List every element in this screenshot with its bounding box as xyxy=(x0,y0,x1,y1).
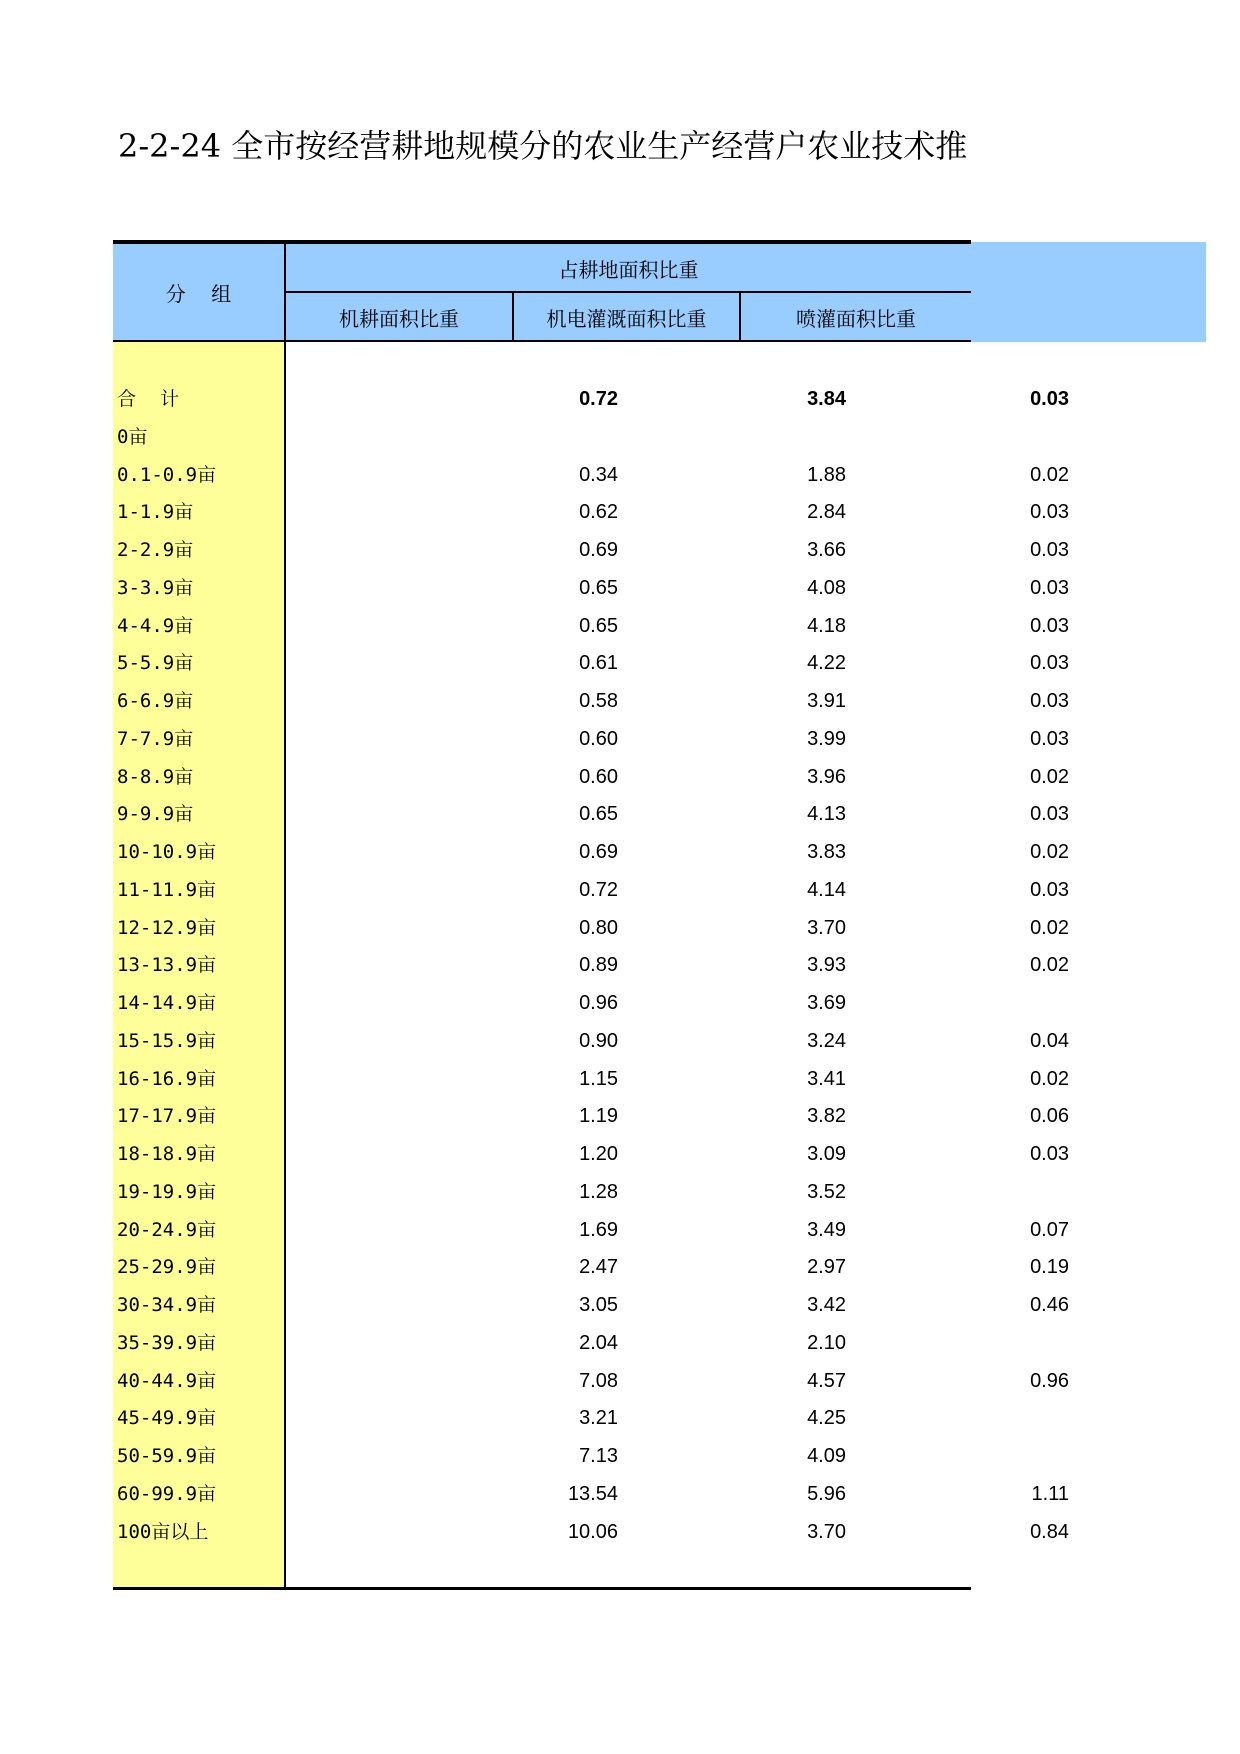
row-label: 12-12.9亩 xyxy=(117,916,217,939)
header-group: 分 组 xyxy=(165,281,232,306)
cell-col-3: 0.03 xyxy=(1030,388,1069,410)
row-label: 0亩 xyxy=(117,425,148,448)
cell-col-2: 3.41 xyxy=(807,1067,846,1090)
table-row xyxy=(113,1060,1069,1098)
cell-col-3: 1.11 xyxy=(1031,1482,1069,1505)
cell-col-1: 1.28 xyxy=(579,1180,618,1203)
table-row xyxy=(113,720,1069,758)
cell-col-3: 0.03 xyxy=(1030,690,1069,712)
cell-col-1: 0.72 xyxy=(579,878,618,901)
row-label: 30-34.9亩 xyxy=(117,1294,217,1316)
row-label: 13-13.9亩 xyxy=(117,954,217,977)
row-label: 50-59.9亩 xyxy=(117,1445,217,1467)
cell-col-2: 4.09 xyxy=(807,1445,846,1467)
table-row xyxy=(113,1475,1069,1513)
cell-col-2: 3.84 xyxy=(807,388,846,410)
row-label: 60-99.9亩 xyxy=(117,1482,217,1505)
cell-col-1: 0.89 xyxy=(579,954,618,977)
row-label: 100亩以上 xyxy=(117,1520,209,1543)
cell-col-3 xyxy=(849,1173,1069,1211)
row-label: 18-18.9亩 xyxy=(117,1143,217,1165)
cell-col-1: 0.72 xyxy=(579,388,618,410)
bottom-rule xyxy=(113,1587,971,1590)
cell-col-3: 0.03 xyxy=(1030,727,1069,750)
cell-col-2: 4.18 xyxy=(807,614,846,637)
cell-col-3 xyxy=(849,1437,1069,1475)
row-label: 35-39.9亩 xyxy=(117,1331,217,1354)
table-row xyxy=(113,1324,971,1362)
cell-col-1: 2.47 xyxy=(579,1256,618,1279)
table-row xyxy=(113,1248,1069,1286)
row-label: 14-14.9亩 xyxy=(117,992,217,1014)
row-label: 2-2.9亩 xyxy=(117,539,194,561)
cell-col-2: 2.97 xyxy=(807,1256,846,1279)
cell-col-1: 0.60 xyxy=(579,727,618,750)
row-label: 19-19.9亩 xyxy=(117,1180,217,1203)
table-row xyxy=(113,1211,1069,1249)
table-row xyxy=(113,418,971,456)
cell-col-3: 0.03 xyxy=(1030,1143,1069,1165)
cell-col-3: 0.07 xyxy=(1030,1218,1069,1241)
cell-col-1: 0.90 xyxy=(579,1029,618,1052)
total-row xyxy=(113,380,1069,418)
cell-col-2: 3.83 xyxy=(807,841,846,863)
table-row xyxy=(113,1399,971,1437)
row-label: 6-6.9亩 xyxy=(117,690,194,712)
table-title: 2-2-24 全市按经营耕地规模分的农业生产经营户农业技术推 xyxy=(118,127,968,165)
cell-col-3 xyxy=(849,984,1069,1022)
cell-col-1: 0.65 xyxy=(579,576,618,599)
table-row xyxy=(113,984,971,1022)
cell-col-2: 3.82 xyxy=(807,1105,846,1128)
cell-col-1: 1.19 xyxy=(579,1105,618,1128)
cell-col-3: 0.02 xyxy=(1030,841,1069,863)
table-row xyxy=(113,758,1069,796)
cell-col-1: 0.65 xyxy=(579,803,618,826)
row-label: 0.1-0.9亩 xyxy=(117,463,217,486)
cell-col-2: 3.42 xyxy=(807,1294,846,1316)
row-label: 9-9.9亩 xyxy=(117,803,194,826)
cell-col-2: 2.10 xyxy=(807,1331,846,1354)
cell-col-2: 3.52 xyxy=(807,1180,846,1203)
table-row xyxy=(113,909,1069,947)
row-label: 15-15.9亩 xyxy=(117,1029,217,1052)
cell-col-3: 0.04 xyxy=(1030,1029,1069,1052)
cell-col-2: 3.66 xyxy=(807,539,846,561)
cell-col-3: 0.03 xyxy=(1030,803,1069,826)
cell-col-1: 0.62 xyxy=(579,501,618,524)
row-label: 3-3.9亩 xyxy=(117,576,194,599)
header-span-rule xyxy=(286,291,971,293)
cell-col-1 xyxy=(288,418,618,456)
row-label: 10-10.9亩 xyxy=(117,841,217,863)
cell-col-1: 1.20 xyxy=(579,1143,618,1165)
statistics-table xyxy=(113,240,1069,1591)
table-row xyxy=(113,644,1069,682)
cell-col-2: 3.70 xyxy=(807,1520,846,1543)
table-row xyxy=(113,1286,1069,1324)
table-row xyxy=(113,682,1069,720)
cell-col-2: 4.13 xyxy=(807,803,846,826)
cell-col-2: 3.24 xyxy=(807,1029,846,1052)
cell-col-2: 4.22 xyxy=(807,652,846,675)
table-row xyxy=(113,946,1069,984)
table-row xyxy=(113,1022,1069,1060)
cell-col-1: 7.13 xyxy=(579,1445,618,1467)
cell-col-3: 0.03 xyxy=(1030,539,1069,561)
header-span: 占耕地面积比重 xyxy=(558,257,699,282)
cell-col-3: 0.03 xyxy=(1030,614,1069,637)
cell-col-1: 13.54 xyxy=(567,1482,618,1505)
cell-col-3: 0.02 xyxy=(1030,916,1069,939)
row-label: 16-16.9亩 xyxy=(117,1067,217,1090)
table-row xyxy=(113,456,1069,494)
row-label: 1-1.9亩 xyxy=(117,501,194,524)
cell-col-1: 0.60 xyxy=(579,765,618,788)
table-row xyxy=(113,1097,1069,1135)
row-label: 25-29.9亩 xyxy=(117,1256,217,1279)
cell-col-1: 2.04 xyxy=(579,1331,618,1354)
row-label: 8-8.9亩 xyxy=(117,765,194,788)
cell-col-1: 0.65 xyxy=(579,614,618,637)
table-row xyxy=(113,607,1069,645)
table-row xyxy=(113,1437,971,1475)
row-label: 4-4.9亩 xyxy=(117,614,194,637)
cell-col-2: 4.57 xyxy=(807,1369,846,1392)
row-label: 5-5.9亩 xyxy=(117,652,194,675)
cell-col-1: 0.69 xyxy=(579,841,618,863)
row-label: 7-7.9亩 xyxy=(117,727,194,750)
table-row xyxy=(113,795,1069,833)
table-body xyxy=(113,380,1069,1550)
cell-col-1: 10.06 xyxy=(567,1520,618,1543)
cell-col-1: 3.05 xyxy=(579,1294,618,1316)
table-row xyxy=(113,493,1069,531)
table-row xyxy=(113,1173,971,1211)
cell-col-1: 3.21 xyxy=(579,1407,618,1430)
cell-col-3 xyxy=(849,1324,1069,1362)
cell-col-3: 0.03 xyxy=(1030,576,1069,599)
cell-col-2: 3.96 xyxy=(807,765,846,788)
cell-col-1: 0.61 xyxy=(579,652,618,675)
cell-col-3 xyxy=(849,1399,1069,1437)
header-fill-extension xyxy=(970,242,1206,342)
cell-col-1: 7.08 xyxy=(579,1369,618,1392)
cell-col-3: 0.19 xyxy=(1030,1256,1069,1279)
row-label: 17-17.9亩 xyxy=(117,1105,217,1128)
table-row xyxy=(113,833,1069,871)
cell-col-3: 0.02 xyxy=(1030,1067,1069,1090)
cell-col-2: 3.49 xyxy=(807,1218,846,1241)
cell-col-3: 0.02 xyxy=(1030,954,1069,977)
cell-col-1: 0.34 xyxy=(579,463,618,486)
table-row xyxy=(113,871,1069,909)
cell-col-2: 4.14 xyxy=(807,878,846,901)
header-col-1: 机耕面积比重 xyxy=(339,306,459,331)
cell-col-3: 0.46 xyxy=(1030,1294,1069,1316)
row-label: 40-44.9亩 xyxy=(117,1369,217,1392)
cell-col-1: 1.69 xyxy=(579,1218,618,1241)
cell-col-1: 0.80 xyxy=(579,916,618,939)
row-label: 20-24.9亩 xyxy=(117,1218,217,1241)
cell-col-3 xyxy=(849,418,1069,456)
cell-col-1: 0.96 xyxy=(579,992,618,1014)
cell-col-1: 0.69 xyxy=(579,539,618,561)
cell-col-2: 1.88 xyxy=(807,463,846,486)
cell-col-3: 0.84 xyxy=(1030,1520,1069,1543)
table-row xyxy=(113,569,1069,607)
cell-col-3: 0.02 xyxy=(1030,463,1069,486)
header-col-2: 机电灌溉面积比重 xyxy=(546,306,707,331)
cell-col-2: 3.91 xyxy=(807,690,846,712)
cell-col-2: 3.69 xyxy=(807,992,846,1014)
cell-col-3: 0.03 xyxy=(1030,652,1069,675)
cell-col-2 xyxy=(621,418,846,456)
cell-col-2: 3.93 xyxy=(807,954,846,977)
table-row xyxy=(113,1135,1069,1173)
cell-col-2: 3.99 xyxy=(807,727,846,750)
row-label: 11-11.9亩 xyxy=(117,878,217,901)
cell-col-2: 5.96 xyxy=(807,1482,846,1505)
table-row xyxy=(113,531,1069,569)
cell-col-3: 0.06 xyxy=(1030,1105,1069,1128)
cell-col-2: 4.25 xyxy=(807,1407,846,1430)
table-row xyxy=(113,1362,1069,1400)
cell-col-3: 0.02 xyxy=(1030,765,1069,788)
row-label: 合 计 xyxy=(117,388,180,410)
row-label: 45-49.9亩 xyxy=(117,1407,217,1430)
cell-col-2: 4.08 xyxy=(807,576,846,599)
cell-col-2: 3.70 xyxy=(807,916,846,939)
cell-col-3: 0.03 xyxy=(1030,878,1069,901)
table-header xyxy=(113,244,971,340)
cell-col-1: 1.15 xyxy=(579,1067,618,1090)
cell-col-2: 2.84 xyxy=(807,501,846,524)
table-row xyxy=(113,1513,1069,1551)
cell-col-1: 0.58 xyxy=(579,690,618,712)
header-col-3: 喷灌面积比重 xyxy=(796,306,916,331)
cell-col-3: 0.03 xyxy=(1030,501,1069,524)
cell-col-2: 3.09 xyxy=(807,1143,846,1165)
cell-col-3: 0.96 xyxy=(1030,1369,1069,1392)
